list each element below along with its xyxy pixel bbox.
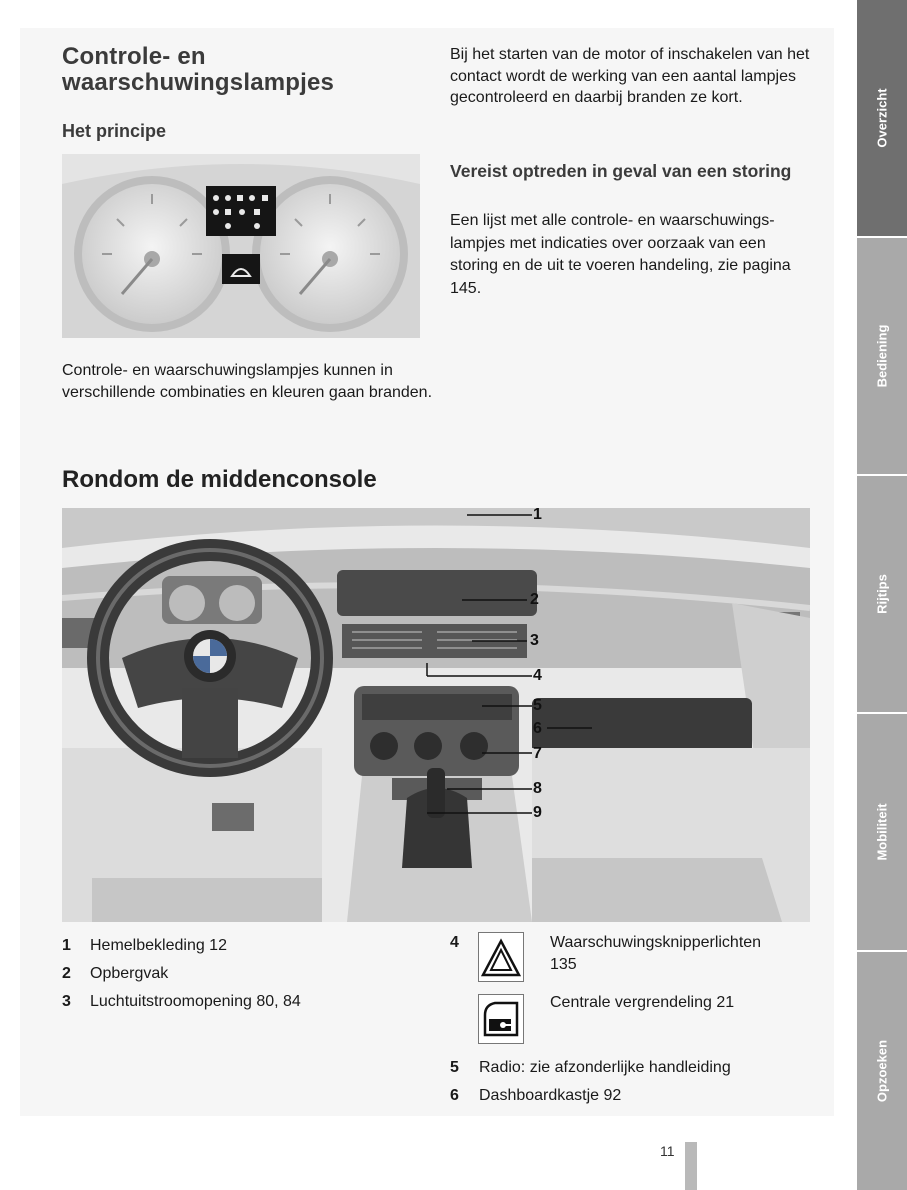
callout-8: 8 bbox=[533, 780, 542, 797]
callout-2: 2 bbox=[530, 591, 539, 608]
tab-label: Mobiliteit bbox=[874, 803, 890, 861]
callout-9: 9 bbox=[533, 804, 542, 821]
legend-list-left bbox=[62, 932, 442, 1016]
legend-number: 5 bbox=[450, 1059, 459, 1076]
tab-overzicht[interactable] bbox=[857, 0, 907, 238]
page-number: 11 bbox=[660, 1143, 675, 1159]
tab-label: Bediening bbox=[874, 324, 890, 388]
intro-paragraph: Bij het starten van de motor of inschakelen van het contact wordt de werking van een aantal lampjes gecontroleerd en daarbij branden ze kort. bbox=[450, 46, 810, 106]
tab-label: Opzoeken bbox=[874, 1039, 890, 1103]
legend-text: Luchtuitstroomopening 80, 84 bbox=[90, 993, 301, 1010]
callout-6: 6 bbox=[533, 720, 542, 737]
legend-item bbox=[62, 988, 442, 1016]
legend-item bbox=[450, 1054, 830, 1082]
tab-mobiliteit[interactable] bbox=[857, 714, 907, 952]
callout-1: 1 bbox=[533, 506, 542, 523]
legend-number: 2 bbox=[62, 965, 71, 982]
legend-item bbox=[450, 1082, 830, 1110]
instrument-cluster-illustration bbox=[62, 154, 420, 338]
legend-text: Opbergvak bbox=[90, 965, 169, 982]
page-marker bbox=[685, 1142, 697, 1190]
legend-number: 6 bbox=[450, 1087, 459, 1104]
legend-text: Hemelbekleding 12 bbox=[90, 937, 227, 954]
callout-5: 5 bbox=[533, 697, 542, 714]
malfunction-paragraph: Een lijst met alle controle- en waarschuwingslampjes met indicaties over oorzaak van een storing en de uit te voeren handeling, zie pagina 145. bbox=[450, 212, 791, 297]
legend-item bbox=[62, 932, 442, 960]
section-title-center-console: Rondom de middenconsole bbox=[62, 466, 377, 493]
tab-bediening[interactable] bbox=[857, 238, 907, 476]
legend-number: 3 bbox=[62, 993, 71, 1010]
tab-opzoeken[interactable] bbox=[857, 952, 907, 1190]
callout-7: 7 bbox=[533, 745, 542, 762]
central-locking-text: Centrale vergrendeling 21 bbox=[550, 994, 735, 1011]
tab-label: Overzicht bbox=[874, 88, 890, 148]
section-title-warning-lights: Controle- en waarschuwingslampjes bbox=[62, 43, 335, 96]
legend-text: Radio: zie afzonderlijke handleiding bbox=[479, 1059, 731, 1076]
cockpit-illustration bbox=[62, 508, 810, 922]
legend-number-4: 4 bbox=[450, 934, 459, 951]
subtitle-principle: Het principe bbox=[62, 121, 167, 141]
callout-4: 4 bbox=[533, 667, 542, 684]
caption-warning-lights: Controle- en waarschuwingslampjes kunnen in verschillende combinaties en kleuren gaan branden. bbox=[62, 362, 433, 401]
legend-item bbox=[62, 960, 442, 988]
legend-text: Dashboardkastje 92 bbox=[479, 1087, 622, 1104]
hazard-lights-text: Waarschuwingsknipperlichten 135 bbox=[550, 934, 762, 973]
legend-list-right bbox=[450, 1054, 830, 1110]
hazard-triangle-icon bbox=[478, 932, 524, 982]
tab-rijtips[interactable] bbox=[857, 476, 907, 714]
tab-label: Rijtips bbox=[874, 574, 890, 614]
subheading-malfunction: Vereist optreden in geval van een storing bbox=[450, 161, 792, 181]
door-lock-icon bbox=[478, 994, 524, 1044]
legend-number: 1 bbox=[62, 937, 71, 954]
callout-3: 3 bbox=[530, 632, 539, 649]
